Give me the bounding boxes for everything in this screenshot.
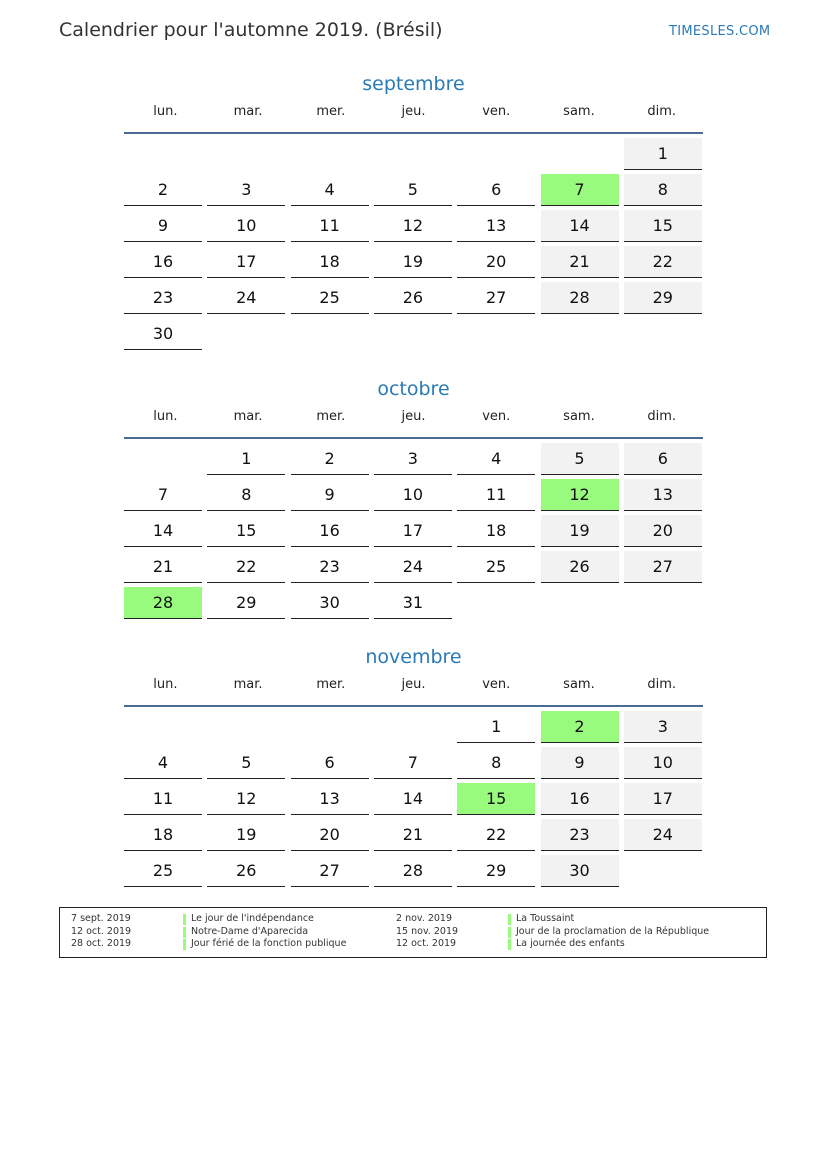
day-cell: 12: [541, 479, 619, 511]
day-cell: 8: [207, 479, 285, 511]
weekday-label: mar.: [233, 677, 263, 692]
legend-date: 12 oct. 2019: [71, 925, 132, 937]
site-link[interactable]: TIMESLES.COM: [669, 24, 771, 39]
day-cell: 21: [541, 246, 619, 278]
legend-label: Jour de la proclamation de la République: [516, 925, 710, 937]
day-cell: 13: [291, 783, 369, 815]
day-cell: 7: [124, 479, 202, 511]
day-cell: 14: [541, 210, 619, 242]
weekday-header: [124, 104, 703, 124]
day-cell: 20: [457, 246, 535, 278]
day-cell: 21: [374, 819, 452, 851]
legend-label: Notre-Dame d'Aparecida: [191, 925, 309, 937]
day-cell: 10: [374, 479, 452, 511]
day-cell: 18: [457, 515, 535, 547]
weekday-label: dim.: [647, 104, 676, 119]
weekday-label: dim.: [647, 677, 676, 692]
holiday-legend: [59, 907, 767, 958]
legend-color-marker: [183, 927, 186, 938]
legend-label: La journée des enfants: [516, 938, 625, 949]
weekday-label: lun.: [153, 104, 178, 119]
day-cell: 5: [541, 443, 619, 475]
weekday-label: ven.: [482, 677, 511, 692]
day-cell: 28: [124, 587, 202, 619]
day-cell: 29: [624, 282, 702, 314]
day-cell: 7: [541, 174, 619, 206]
day-cell: 4: [457, 443, 535, 475]
weekday-label: dim.: [647, 409, 676, 424]
day-cell: 9: [124, 210, 202, 242]
day-cell: 5: [207, 747, 285, 779]
day-cell: 24: [624, 819, 702, 851]
day-cell: 30: [124, 318, 202, 350]
month-name: novembre: [365, 646, 462, 668]
weekday-label: sam.: [563, 104, 595, 119]
day-cell: 30: [541, 855, 619, 887]
day-grid: [124, 711, 703, 891]
day-cell: 25: [291, 282, 369, 314]
day-cell: 11: [457, 479, 535, 511]
day-cell: 1: [624, 138, 702, 170]
weekday-label: lun.: [153, 409, 178, 424]
weekday-label: sam.: [563, 409, 595, 424]
day-cell: 13: [457, 210, 535, 242]
legend-color-marker: [183, 939, 186, 950]
day-cell: 27: [291, 855, 369, 887]
month-name: septembre: [362, 73, 465, 95]
day-cell: 21: [124, 551, 202, 583]
day-cell: 5: [374, 174, 452, 206]
day-cell: 23: [541, 819, 619, 851]
day-cell: 16: [124, 246, 202, 278]
day-cell: 31: [374, 587, 452, 619]
day-cell: 18: [291, 246, 369, 278]
day-cell: 17: [207, 246, 285, 278]
day-cell: 7: [374, 747, 452, 779]
weekday-label: mer.: [316, 104, 346, 119]
day-cell: 25: [457, 551, 535, 583]
day-cell: 9: [291, 479, 369, 511]
day-cell: 17: [374, 515, 452, 547]
day-cell: 29: [457, 855, 535, 887]
legend-date: 28 oct. 2019: [71, 938, 132, 949]
day-cell: 10: [207, 210, 285, 242]
legend-color-marker: [508, 939, 511, 950]
day-cell: 27: [624, 551, 702, 583]
day-cell: 8: [457, 747, 535, 779]
day-cell: 22: [457, 819, 535, 851]
legend-color-marker: [183, 914, 186, 925]
legend-date: 12 oct. 2019: [396, 938, 457, 949]
day-cell: 3: [374, 443, 452, 475]
day-cell: 13: [624, 479, 702, 511]
day-cell: 24: [374, 551, 452, 583]
day-grid: [124, 138, 703, 354]
day-cell: 1: [207, 443, 285, 475]
weekday-label: lun.: [153, 677, 178, 692]
legend-label: Jour férié de la fonction publique: [191, 938, 347, 949]
day-cell: 30: [291, 587, 369, 619]
day-cell: 26: [374, 282, 452, 314]
weekday-label: ven.: [482, 409, 511, 424]
day-cell: 20: [624, 515, 702, 547]
weekday-label: sam.: [563, 677, 595, 692]
day-cell: 2: [541, 711, 619, 743]
weekday-label: jeu.: [401, 104, 426, 119]
day-grid: [124, 443, 703, 623]
day-cell: 10: [624, 747, 702, 779]
day-cell: 6: [624, 443, 702, 475]
day-cell: 11: [124, 783, 202, 815]
weekday-label: mer.: [316, 409, 346, 424]
day-cell: 15: [457, 783, 535, 815]
weekday-label: mar.: [233, 409, 263, 424]
weekday-label: ven.: [482, 104, 511, 119]
day-cell: 23: [291, 551, 369, 583]
weekday-header: [124, 677, 703, 697]
day-cell: 15: [624, 210, 702, 242]
day-cell: 18: [124, 819, 202, 851]
day-cell: 26: [541, 551, 619, 583]
day-cell: 16: [541, 783, 619, 815]
weekday-label: mer.: [316, 677, 346, 692]
legend-date: 7 sept. 2019: [71, 913, 131, 924]
day-cell: 25: [124, 855, 202, 887]
month-octobre: [124, 375, 703, 623]
weekday-label: jeu.: [401, 409, 426, 424]
day-cell: 17: [624, 783, 702, 815]
day-cell: 26: [207, 855, 285, 887]
header-rule: [124, 132, 703, 134]
legend-date: 2 nov. 2019: [396, 913, 452, 924]
day-cell: 9: [541, 747, 619, 779]
header-rule: [124, 437, 703, 439]
day-cell: 12: [374, 210, 452, 242]
day-cell: 22: [207, 551, 285, 583]
day-cell: 28: [541, 282, 619, 314]
legend-color-marker: [508, 927, 511, 938]
day-cell: 6: [291, 747, 369, 779]
day-cell: 28: [374, 855, 452, 887]
day-cell: 24: [207, 282, 285, 314]
day-cell: 15: [207, 515, 285, 547]
day-cell: 1: [457, 711, 535, 743]
day-cell: 12: [207, 783, 285, 815]
month-septembre: [124, 70, 703, 354]
weekday-label: mar.: [233, 104, 263, 119]
weekday-label: jeu.: [401, 677, 426, 692]
day-cell: 19: [207, 819, 285, 851]
page-title: Calendrier pour l'automne 2019. (Brésil): [59, 19, 443, 41]
day-cell: 20: [291, 819, 369, 851]
legend-color-marker: [508, 914, 511, 925]
day-cell: 3: [207, 174, 285, 206]
day-cell: 8: [624, 174, 702, 206]
day-cell: 2: [124, 174, 202, 206]
day-cell: 19: [541, 515, 619, 547]
day-cell: 22: [624, 246, 702, 278]
legend-date: 15 nov. 2019: [396, 925, 459, 937]
legend-label: La Toussaint: [516, 913, 575, 924]
weekday-header: [124, 409, 703, 429]
day-cell: 6: [457, 174, 535, 206]
day-cell: 29: [207, 587, 285, 619]
day-cell: 14: [374, 783, 452, 815]
day-cell: 4: [124, 747, 202, 779]
day-cell: 4: [291, 174, 369, 206]
day-cell: 2: [291, 443, 369, 475]
month-novembre: [124, 643, 703, 891]
day-cell: 14: [124, 515, 202, 547]
header-rule: [124, 705, 703, 707]
day-cell: 11: [291, 210, 369, 242]
day-cell: 27: [457, 282, 535, 314]
day-cell: 3: [624, 711, 702, 743]
day-cell: 16: [291, 515, 369, 547]
day-cell: 19: [374, 246, 452, 278]
legend-label: Le jour de l'indépendance: [191, 913, 314, 924]
day-cell: 23: [124, 282, 202, 314]
month-name: octobre: [377, 378, 450, 400]
